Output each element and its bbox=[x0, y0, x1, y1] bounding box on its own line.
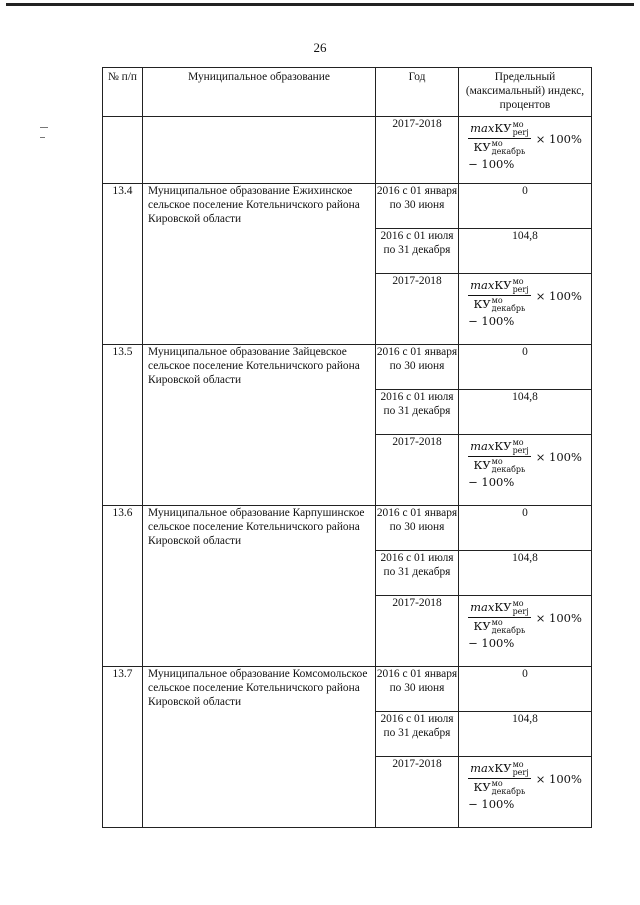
index-formula: maxКУ мо perj КУ мо декабрь × 100% − 100% bbox=[468, 760, 582, 811]
row-number: 13.5 bbox=[103, 345, 143, 506]
period-year: 2016 с 01 января по 30 июня bbox=[376, 184, 459, 229]
top-border-rule bbox=[6, 3, 634, 6]
period-value: 104,8 bbox=[459, 390, 592, 435]
municipality-name: Муниципальное образование Зайцевское сельское поселение Котельничского района Кировской области bbox=[143, 345, 376, 506]
municipality-name: Муниципальное образование Комсомольское сельское поселение Котельничского района Кировской области bbox=[143, 667, 376, 828]
period-year: 2016 с 01 июля по 31 декабря bbox=[376, 551, 459, 596]
index-formula: maxКУ мо perj КУ мо декабрь × 100% − 100% bbox=[468, 120, 582, 171]
period-value: 104,8 bbox=[459, 229, 592, 274]
municipality-name: Муниципальное образование Ежихинское сельское поселение Котельничского района Кировской области bbox=[143, 184, 376, 345]
tariff-index-table bbox=[102, 67, 592, 828]
row-number: 13.7 bbox=[103, 667, 143, 828]
period-year: 2016 с 01 января по 30 июня bbox=[376, 345, 459, 390]
period-year: 2017-2018 bbox=[376, 274, 459, 345]
period-year: 2017-2018 bbox=[376, 757, 459, 828]
row-num-cell bbox=[103, 117, 143, 184]
index-formula: maxКУ мо perj КУ мо декабрь × 100% − 100% bbox=[468, 599, 582, 650]
period-year: 2017-2018 bbox=[376, 596, 459, 667]
period-year: 2016 с 01 июля по 31 декабря bbox=[376, 229, 459, 274]
municipality-name: Муниципальное образование Карпушинское сельское поселение Котельничского района Кировской области bbox=[143, 506, 376, 667]
header-index: Предельный (максимальный) индекс, процентов bbox=[459, 68, 592, 117]
index-formula: maxКУ мо perj КУ мо декабрь × 100% − 100% bbox=[468, 438, 582, 489]
period-value-formula bbox=[459, 117, 592, 184]
table-row-continuation bbox=[103, 117, 592, 184]
period-value: 0 bbox=[459, 506, 592, 551]
table-row bbox=[103, 506, 592, 551]
table-row bbox=[103, 184, 592, 229]
period-value: 0 bbox=[459, 667, 592, 712]
margin-mark bbox=[40, 127, 48, 128]
period-value-formula bbox=[459, 757, 592, 828]
period-year: 2016 с 01 января по 30 июня bbox=[376, 506, 459, 551]
table-row bbox=[103, 667, 592, 712]
period-year: 2017-2018 bbox=[376, 117, 459, 184]
period-value: 104,8 bbox=[459, 551, 592, 596]
period-year: 2016 с 01 января по 30 июня bbox=[376, 667, 459, 712]
period-value: 0 bbox=[459, 345, 592, 390]
period-year: 2016 с 01 июля по 31 декабря bbox=[376, 712, 459, 757]
header-year: Год bbox=[376, 68, 459, 117]
header-num: № п/п bbox=[103, 68, 143, 117]
margin-mark bbox=[40, 137, 45, 138]
header-municipality: Муниципальное образование bbox=[143, 68, 376, 117]
table-header-row bbox=[103, 68, 592, 117]
period-value: 104,8 bbox=[459, 712, 592, 757]
page-number: 26 bbox=[313, 40, 327, 55]
row-number: 13.4 bbox=[103, 184, 143, 345]
period-value-formula bbox=[459, 435, 592, 506]
period-value-formula bbox=[459, 274, 592, 345]
period-year: 2017-2018 bbox=[376, 435, 459, 506]
row-name-cell bbox=[143, 117, 376, 184]
period-value: 0 bbox=[459, 184, 592, 229]
period-value-formula bbox=[459, 596, 592, 667]
period-year: 2016 с 01 июля по 31 декабря bbox=[376, 390, 459, 435]
table-row bbox=[103, 345, 592, 390]
row-number: 13.6 bbox=[103, 506, 143, 667]
index-formula: maxКУ мо perj КУ мо декабрь × 100% − 100% bbox=[468, 277, 582, 328]
